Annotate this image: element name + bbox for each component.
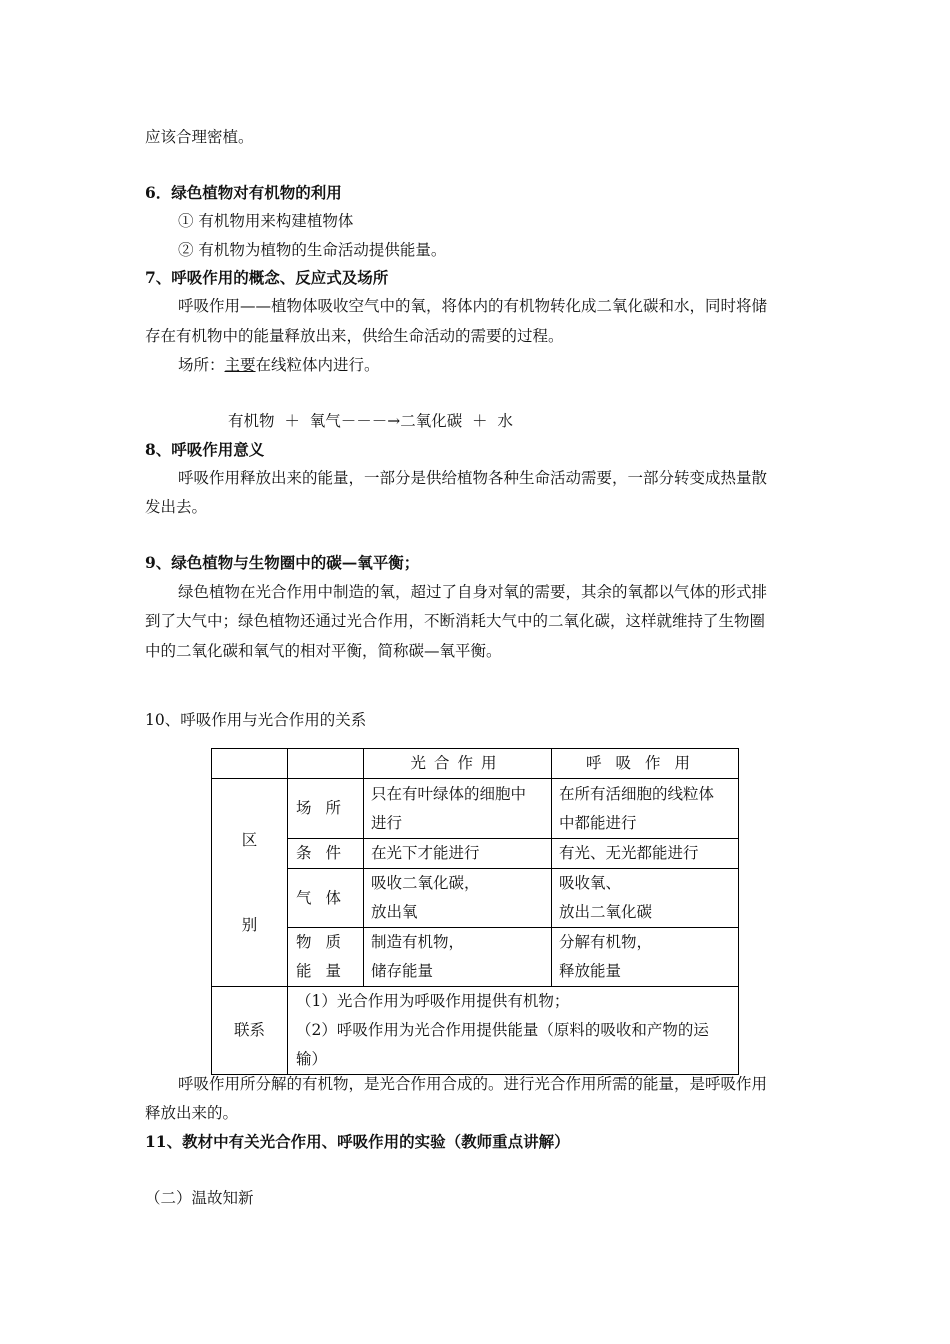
section-10-heading: 10、呼吸作用与光合作用的关系 bbox=[145, 711, 367, 729]
cell-line: 进行 bbox=[371, 813, 403, 832]
photo-condition-cell: 在光下才能进行 bbox=[364, 839, 552, 869]
cell-line: （1）光合作用为呼吸作用提供有机物； bbox=[296, 992, 570, 1010]
after-table-line-1: 呼吸作用所分解的有机物，是光合作用合成的。进行光合作用所需的能量，是呼吸作用 bbox=[178, 1075, 768, 1093]
comparison-table bbox=[211, 748, 739, 1075]
photo-gas-cell bbox=[364, 869, 552, 928]
header-empty-cell bbox=[212, 749, 288, 779]
table-row bbox=[212, 839, 739, 869]
link-content-cell bbox=[288, 987, 739, 1075]
section-11-heading: 11、教材中有关光合作用、呼吸作用的实验（教师重点讲解） bbox=[145, 1132, 570, 1151]
cell-line: 只在有叶绿体的细胞中 bbox=[371, 784, 527, 803]
after-table-line-2: 释放出来的。 bbox=[145, 1104, 239, 1122]
cell-line: 输） bbox=[296, 1050, 328, 1068]
respiration-equation: 有机物 ＋ 氧气－－－→二氧化碳 ＋ 水 bbox=[228, 412, 513, 430]
cell-line: 释放能量 bbox=[559, 962, 622, 980]
section-9-heading: 9、绿色植物与生物圈中的碳—氧平衡； bbox=[145, 553, 420, 572]
section-8-para-line-1: 呼吸作用释放出来的能量，一部分是供给植物各种生命活动需要，一部分转变成热量散 bbox=[178, 469, 768, 487]
row-label-matter-energy bbox=[288, 928, 364, 987]
cell-line: 储存能量 bbox=[371, 962, 434, 980]
resp-condition-cell: 有光、无光都能进行 bbox=[552, 839, 739, 869]
difference-label-cell bbox=[212, 779, 288, 987]
cell-line: 物质 bbox=[295, 933, 355, 951]
table-row bbox=[212, 869, 739, 928]
section-8-heading: 8、呼吸作用意义 bbox=[145, 440, 265, 459]
table-row bbox=[212, 928, 739, 987]
cell-line: 放出氧 bbox=[371, 903, 418, 921]
header-respiration: 呼吸作用 bbox=[552, 749, 739, 779]
cell-line: 分解有机物， bbox=[559, 933, 653, 951]
section-9-para-line-1: 绿色植物在光合作用中制造的氧，超过了自身对氧的需要，其余的氧都以气体的形式排 bbox=[178, 583, 768, 601]
header-empty-cell bbox=[288, 749, 364, 779]
resp-place-cell bbox=[552, 779, 739, 839]
section-6-item-2: ② 有机物为植物的生命活动提供能量。 bbox=[178, 241, 447, 259]
table-row bbox=[212, 779, 739, 839]
row-label-condition: 条件 bbox=[288, 839, 364, 869]
cell-line: （2）呼吸作用为光合作用提供能量（原料的吸收和产物的运 bbox=[296, 1021, 709, 1039]
difference-char-2: 别 bbox=[241, 915, 258, 934]
cell-line: 能量 bbox=[295, 962, 355, 980]
section-9-para-line-3: 中的二氧化碳和氧气的相对平衡，简称碳—氧平衡。 bbox=[145, 642, 502, 660]
row-label-place: 场所 bbox=[288, 779, 364, 839]
section-6-heading: 6．绿色植物对有机物的利用 bbox=[145, 183, 342, 202]
cell-line: 放出二氧化碳 bbox=[559, 903, 653, 921]
table-header-row bbox=[212, 749, 739, 779]
section-8-para-line-2: 发出去。 bbox=[145, 498, 208, 516]
section-7-place-line bbox=[178, 355, 380, 375]
place-label: 场所： bbox=[178, 356, 225, 374]
part-2-heading: （二）温故知新 bbox=[145, 1189, 254, 1207]
section-7-heading: 7、呼吸作用的概念、反应式及场所 bbox=[145, 268, 389, 287]
cell-line: 吸收二氧化碳， bbox=[371, 874, 480, 892]
place-rest: 在线粒体内进行。 bbox=[255, 356, 380, 374]
resp-matter-cell bbox=[552, 928, 739, 987]
link-label-cell: 联系 bbox=[212, 987, 288, 1075]
difference-char-1: 区 bbox=[241, 830, 258, 849]
cell-line: 吸收氧、 bbox=[559, 874, 622, 892]
section-6-item-1: ① 有机物用来构建植物体 bbox=[178, 212, 354, 230]
photo-place-cell bbox=[364, 779, 552, 839]
place-underlined: 主要 bbox=[224, 356, 256, 374]
table-link-row bbox=[212, 987, 739, 1075]
cell-line: 在所有活细胞的线粒体 bbox=[559, 784, 715, 803]
intro-tail-text: 应该合理密植。 bbox=[145, 128, 254, 146]
section-7-para-line-2: 存在有机物中的能量释放出来，供给生命活动的需要的过程。 bbox=[145, 327, 564, 345]
header-photosynthesis: 光合作用 bbox=[364, 749, 552, 779]
photo-matter-cell bbox=[364, 928, 552, 987]
section-9-para-line-2: 到了大气中；绿色植物还通过光合作用，不断消耗大气中的二氧化碳，这样就维持了生物圈 bbox=[145, 612, 766, 630]
row-label-gas: 气体 bbox=[288, 869, 364, 928]
cell-line: 中都能进行 bbox=[559, 813, 637, 832]
section-7-para-line-1: 呼吸作用——植物体吸收空气中的氧，将体内的有机物转化成二氧化碳和水，同时将储 bbox=[178, 297, 768, 315]
cell-line: 制造有机物， bbox=[371, 933, 465, 951]
resp-gas-cell bbox=[552, 869, 739, 928]
